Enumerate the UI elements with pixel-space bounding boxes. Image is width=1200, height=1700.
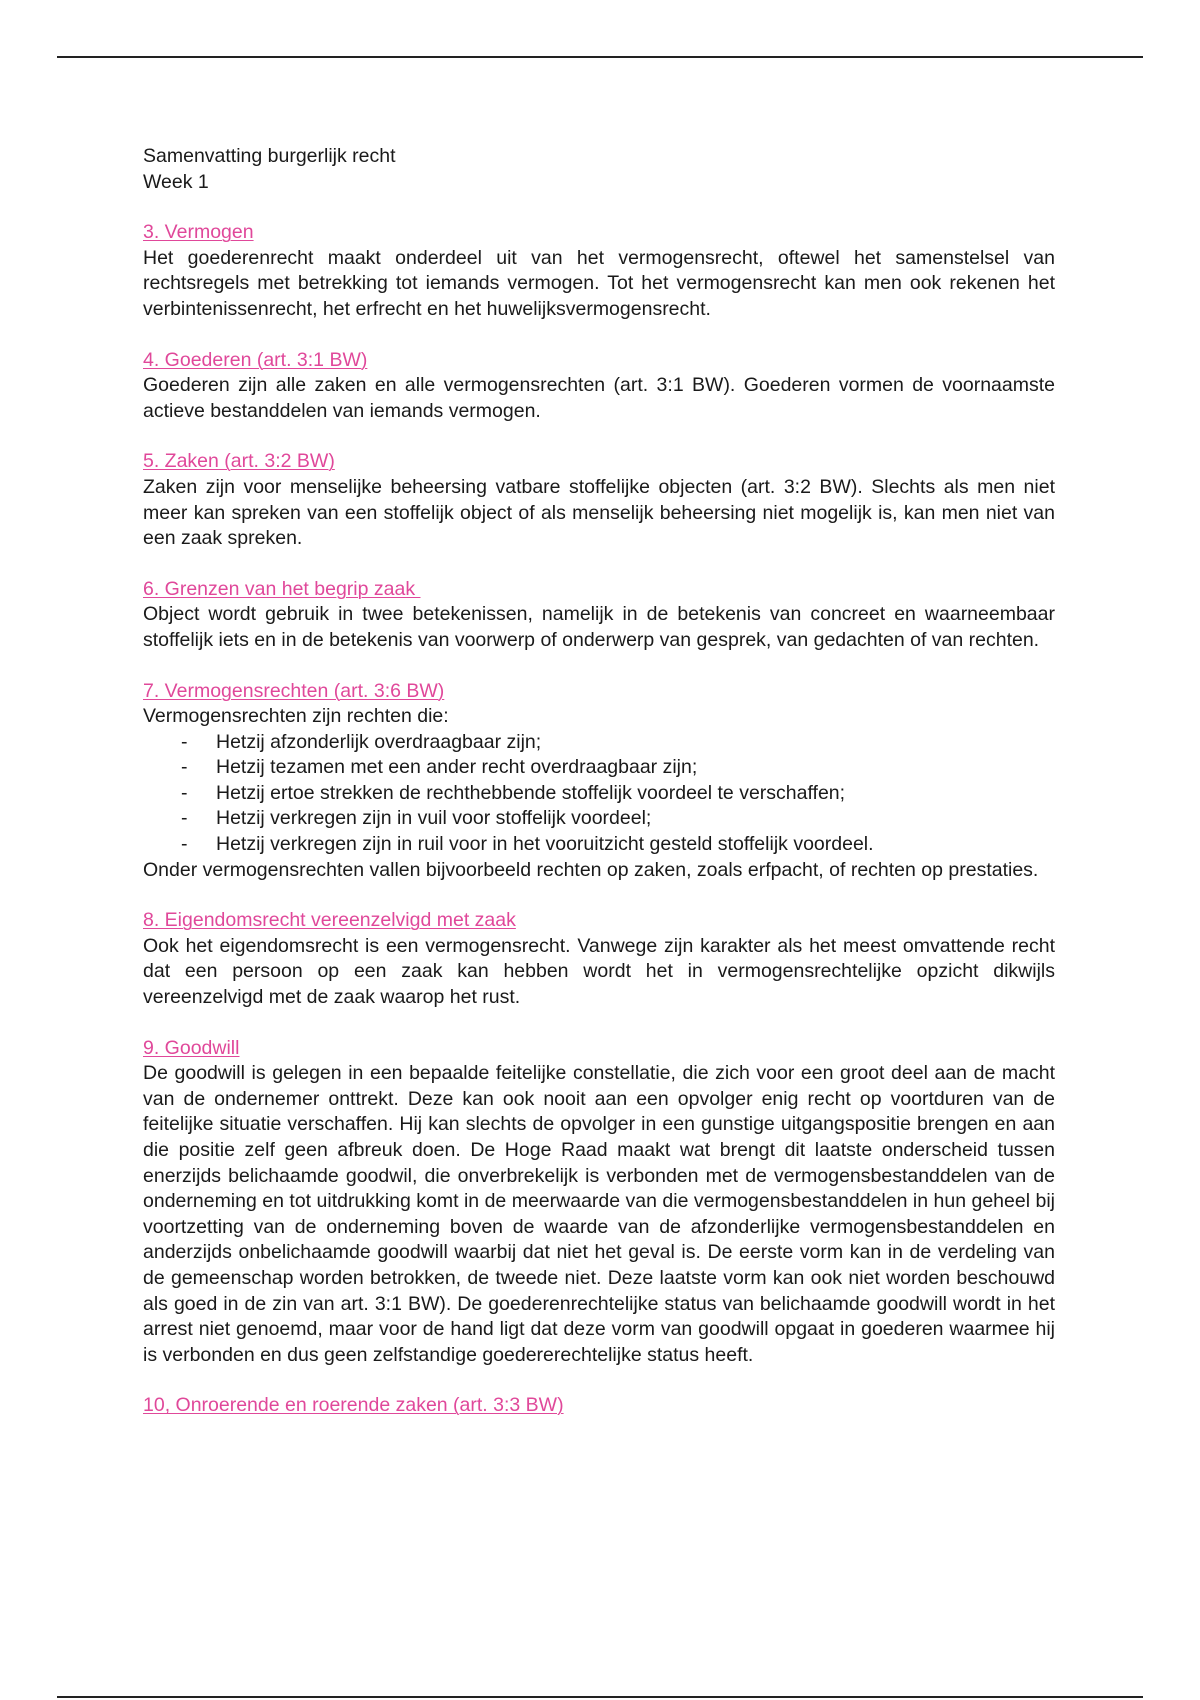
page-bottom-rule [57,1696,1143,1698]
section-paragraph: Ook het eigendomsrecht is een vermogensrecht. Vanwege zijn karakter als het meest omvattende recht dat een persoon op een zaak kan hebben wordt het in vermogensrechtelijke opzicht dikwijls vereenzelvigd met de zaak waarop het rust. [143,934,1055,1009]
dash-marker: - [181,756,188,779]
section-goederen [143,348,1055,425]
list-item [143,806,1055,832]
dash-marker: - [181,807,188,830]
list-item [143,781,1055,807]
section-vermogen [143,220,1055,322]
list-item [143,755,1055,781]
section-paragraph: Object wordt gebruik in twee betekenissen, namelijk in de betekenis van concreet en waarneembaar stoffelijk iets en in de betekenis van voorwerp of onderwerp van gesprek, van gedachten of van rechten. [143,603,1055,651]
document-week: Week 1 [143,170,209,193]
section-heading: 8. Eigendomsrecht vereenzelvigd met zaak [143,909,516,932]
list-item [143,730,1055,756]
page-top-rule [57,56,1143,58]
section-paragraph: Het goederenrecht maakt onderdeel uit van het vermogensrecht, oftewel het samenstelsel van rechtsregels met betrekking tot iemands vermogen. Tot het vermogensrecht kan men ook rekenen het verbintenissenrecht, het erfrecht en het huwelijksvermogensrecht. [143,246,1055,320]
dash-marker: - [181,730,188,753]
section-heading: 6. Grenzen van het begrip zaak [143,577,421,600]
list-item-text: Hetzij verkregen zijn in vuil voor stoffelijk voordeel; [216,807,652,830]
section-heading: 5. Zaken (art. 3:2 BW) [143,450,335,473]
document-title: Samenvatting burgerlijk recht [143,145,396,167]
list-item-text: Hetzij ertoe strekken de rechthebbende stoffelijk voordeel te verschaffen; [216,781,846,804]
section-heading: 4. Goederen (art. 3:1 BW) [143,348,368,371]
section-intro: Vermogensrechten zijn rechten die: [143,705,449,728]
list-item-text: Hetzij verkregen zijn in ruil voor in het vooruitzicht gesteld stoffelijk voordeel. [216,833,874,856]
section-paragraph: Zaken zijn voor menselijke beheersing vatbare stoffelijke objecten (art. 3:2 BW). Slechts als men niet meer kan spreken van een stoffelijk object of als menselijk beheersing niet mogelijk is, kan men niet van een zaak spreken. [143,475,1055,550]
dash-list [143,730,1055,858]
section-heading: 3. Vermogen [143,221,254,244]
list-item-text: Hetzij afzonderlijk overdraagbaar zijn; [216,730,542,753]
section-onroerende-roerende-zaken [143,1393,1055,1419]
dash-marker: - [181,781,188,804]
section-heading: 9. Goodwill [143,1036,240,1059]
dash-marker: - [181,833,188,856]
document-body [143,144,1055,1444]
section-goodwill [143,1036,1055,1369]
section-heading: 7. Vermogensrechten (art. 3:6 BW) [143,679,445,702]
list-item-text: Hetzij tezamen met een ander recht overdraagbaar zijn; [216,756,698,779]
section-eigendomsrecht [143,908,1055,1010]
section-paragraph: De goodwill is gelegen in een bepaalde feitelijke constellatie, die zich voor een groot deel aan de macht van de ondernemer onttrekt. Deze kan ook nooit aan een opvolger enig recht op voortduren van de feitelijke situatie verschaffen. Hij kan slechts de opvolger in een gunstige uitgangspositie brengen en aan die positie zelf geen afbreuk doen. De Hoge Raad maakt wat brengt dit laatste onderscheid tussen enerzijds belichaamde goodwil, die onverbrekelijk is verbonden met de vermogensbestanddelen van de onderneming en tot uitdrukking komt in de meerwaarde van die vermogensbestanddelen in hun geheel bij voortzetting van de onderneming boven de waarde van de afzonderlijke vermogensbestanddelen en anderzijds onbelichaamde goodwill waarbij dat niet het geval is. De eerste vorm kan in de verdeling van de gemeenschap worden betrokken, de tweede niet. Deze laatste vorm kan ook niet worden beschouwd als goed in de zin van art. 3:1 BW). De goederenrechtelijke status van belichaamde goodwill wordt in het arrest niet genoemd, maar voor de hand ligt dat deze vorm van goodwill opgaat in goederen waarmee hij is verbonden en dus geen zelfstandige goedererechtelijke status heeft. [143,1062,1055,1366]
section-heading: 10, Onroerende en roerende zaken (art. 3:3 BW) [143,1394,564,1417]
section-zaken [143,449,1055,551]
section-paragraph: Goederen zijn alle zaken en alle vermogensrechten (art. 3:1 BW). Goederen vormen de voornaamste actieve bestanddelen van iemands vermogen. [143,374,1055,422]
list-item [143,832,1055,858]
section-outro: Onder vermogensrechten vallen bijvoorbeeld rechten op zaken, zoals erfpacht, of rechten op prestaties. [143,858,1039,881]
section-vermogensrechten [143,679,1055,884]
section-grenzen-begrip-zaak [143,577,1055,654]
